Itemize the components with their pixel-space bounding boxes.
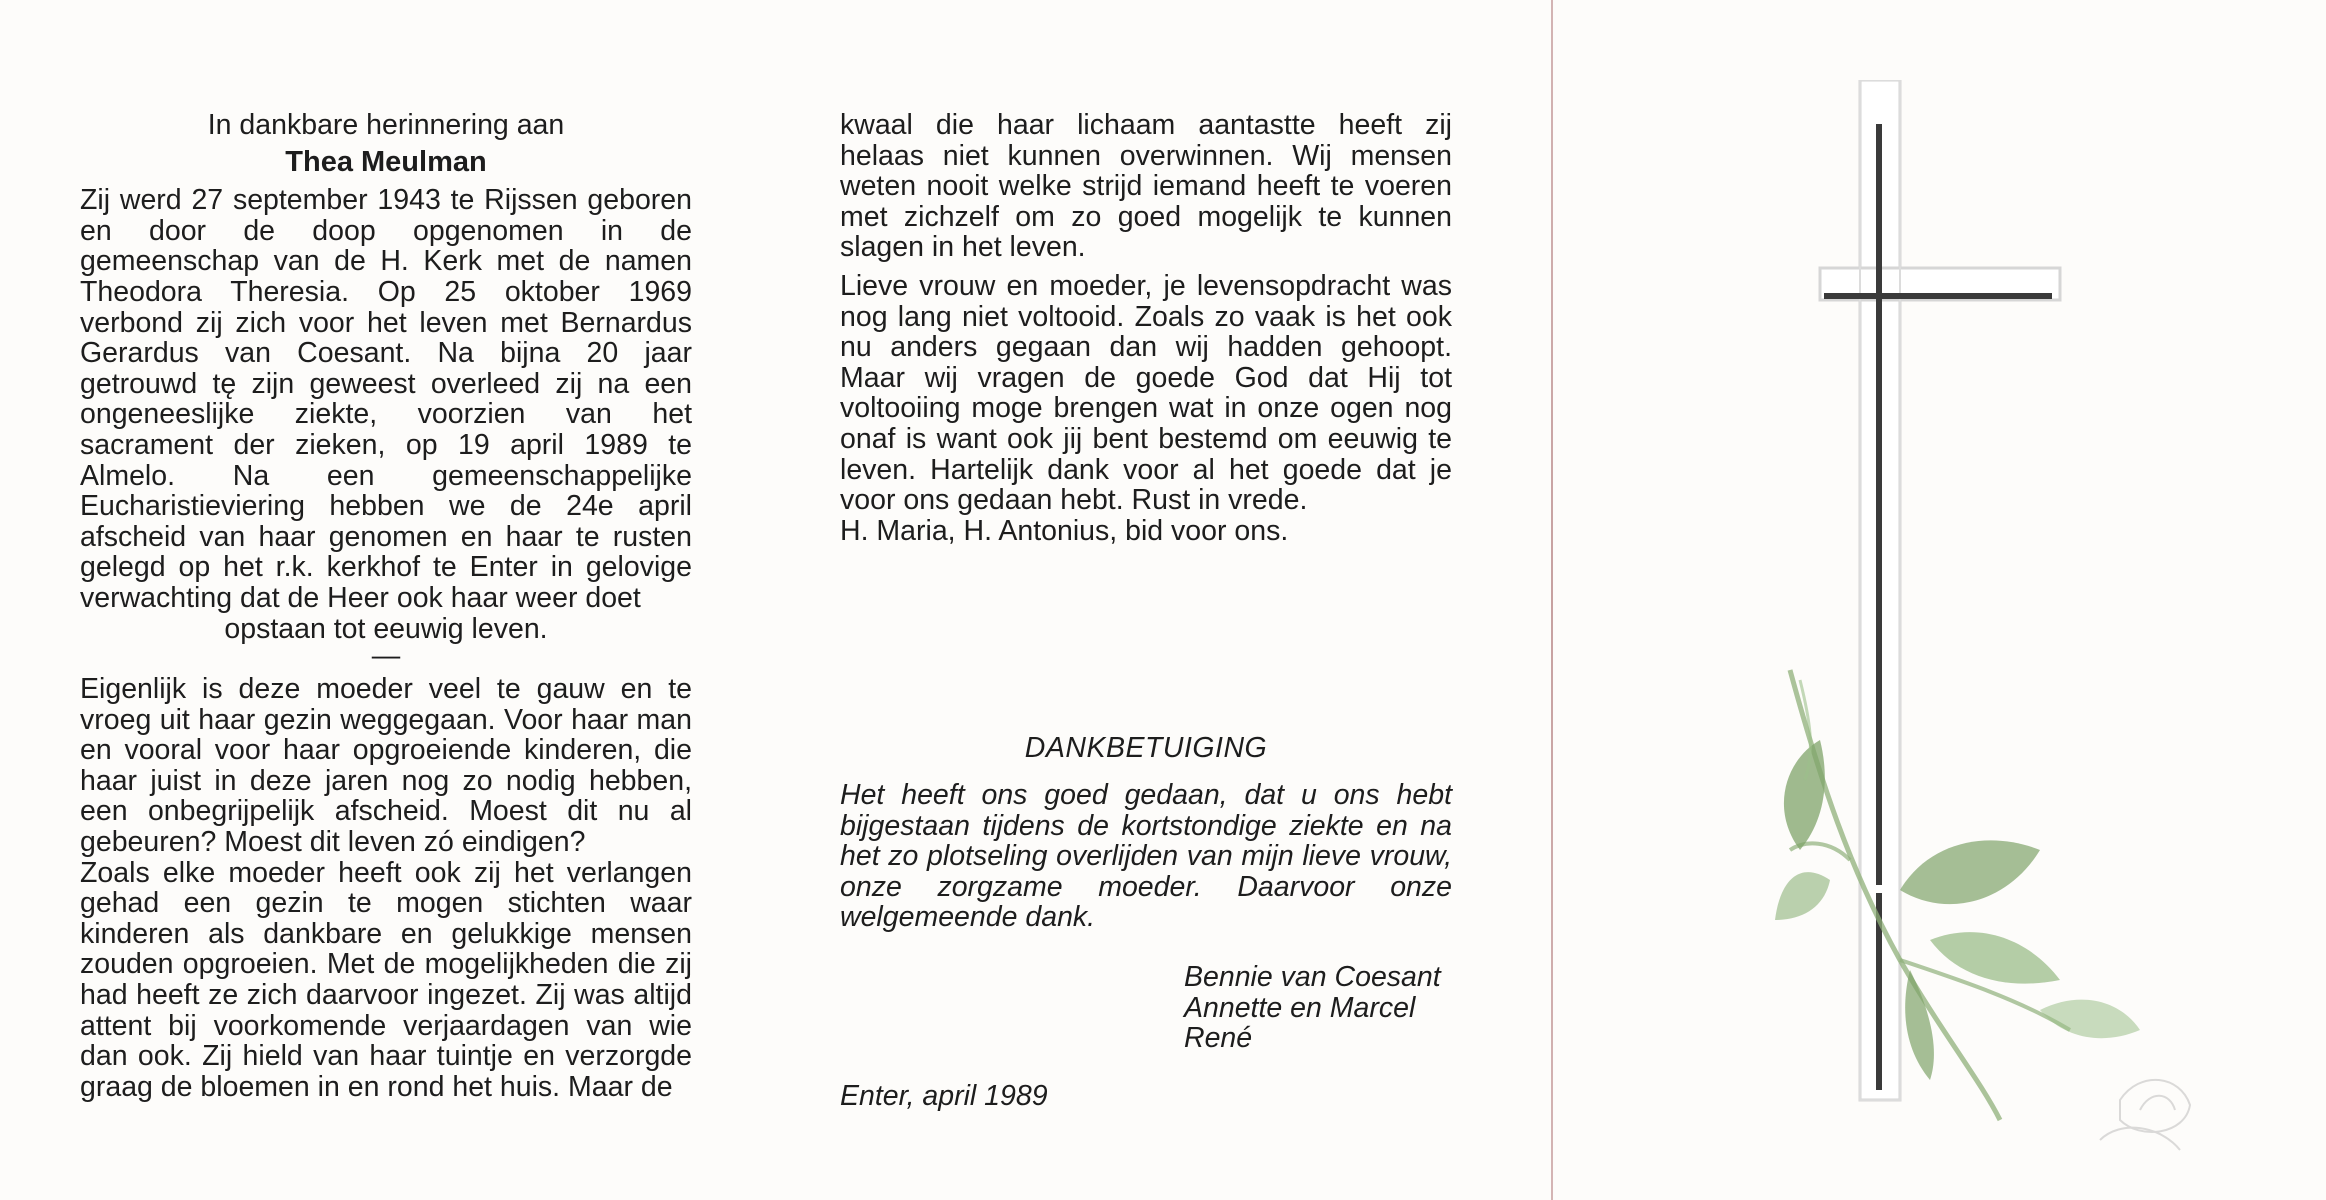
left-column	[80, 110, 692, 1110]
thanks-text: Het heeft ons goed gedaan, dat u ons hebt bijgestaan tijdens de kortstondige ziekte en na het zo plotseling overlijden van mijn lieve vrouw, onze zorgzame moeder. Daarvoor onze welgemeende dank.	[840, 779, 1452, 934]
continuation-paragraph: kwaal die haar lichaam aantastte heeft zij helaas niet kunnen overwinnen. Wij mensen weten nooit welke strijd iemand heeft te voeren met zichzelf om zo goed mogelijk te kunnen slagen in het leven.	[840, 109, 1452, 264]
separator: —	[371, 640, 401, 673]
biography-paragraph-end: opstaan tot eeuwig leven.	[224, 612, 548, 645]
signature-line: René	[1184, 1022, 1253, 1055]
place-date: Enter, april 1989	[840, 1080, 1048, 1112]
fold-line	[1551, 0, 1553, 1200]
mother-paragraph: Zoals elke moeder heeft ook zij het verlangen gehad een gezin te mogen stichten waar kinderen als dankbare en gelukkige mensen zouden opgroeien. Met de mogelijkheden die zij had heeft ze zich daarvoor ingezet. Zij was altijd attent bij voorkomende verjaardagen van wie dan ook. Zij hield van haar tuintje en verzorgde graag de bloemen in en rond het huis. Maar de	[80, 856, 692, 1103]
signatures	[1184, 962, 1504, 1054]
right-column	[840, 110, 1452, 546]
deceased-name: Thea Meulman	[285, 145, 487, 178]
rose-branch-icon	[1775, 670, 2190, 1150]
thanks-title: DANKBETUIGING	[1024, 732, 1268, 764]
biography-paragraph: Zij werd 27 september 1943 te Rijssen geboren en door de doop opgenomen in de gemeenschap van de H. Kerk met de namen Theodora Theresia. Op 25 oktober 1969 verbond zij zich voor het leven met Bernardus Gerardus van Coesant. Na bijna 20 jaar getrouwd tę zijn geweest overleed zij na een ongeneeslijke ziekte, voorzien van het sacrament der zieken, op 19 april 1989 te Almelo. Na een gemeenschappelijke Eucharistieviering hebben we de 24e april afscheid van haar genomen en haar te rusten gelegd op het r.k. kerkhof te Enter in gelovige verwachting dat de Heer ook haar weer doet	[80, 184, 692, 614]
farewell-paragraph: Lieve vrouw en moeder, je levensopdracht was nog lang niet voltooid. Zoals zo vaak is het ook nu anders gegaan dan wij hadden gehoopt. Maar wij vragen de goede God dat Hij tot voltooiing moge brengen wat in onze ogen nog onaf is want ook jij bent bestemd om eeuwig te leven. Hartelijk dank voor al het goede dat je voor ons gedaan hebt. Rust in vrede.	[840, 269, 1452, 517]
reflection-paragraph: Eigenlijk is deze moeder veel te gauw en te vroeg uit haar gezin weggegaan. Voor haar man en vooral voor haar opgroeiende kinderen, die haar juist in deze jaren nog zo nodig hebben, een onbegrijpelijk afscheid. Moest dit nu al gebeuren? Moest dit leven zó eindigen?	[80, 673, 692, 859]
prayer-line: H. Maria, H. Antonius, bid voor ons.	[840, 514, 1289, 547]
signature-line: Bennie van Coesant	[1184, 961, 1441, 993]
cross-and-rose-illustration	[1600, 80, 2220, 1180]
signature-line: Annette en Marcel	[1184, 991, 1416, 1024]
intro-text: In dankbare herinnering aan	[207, 109, 565, 141]
